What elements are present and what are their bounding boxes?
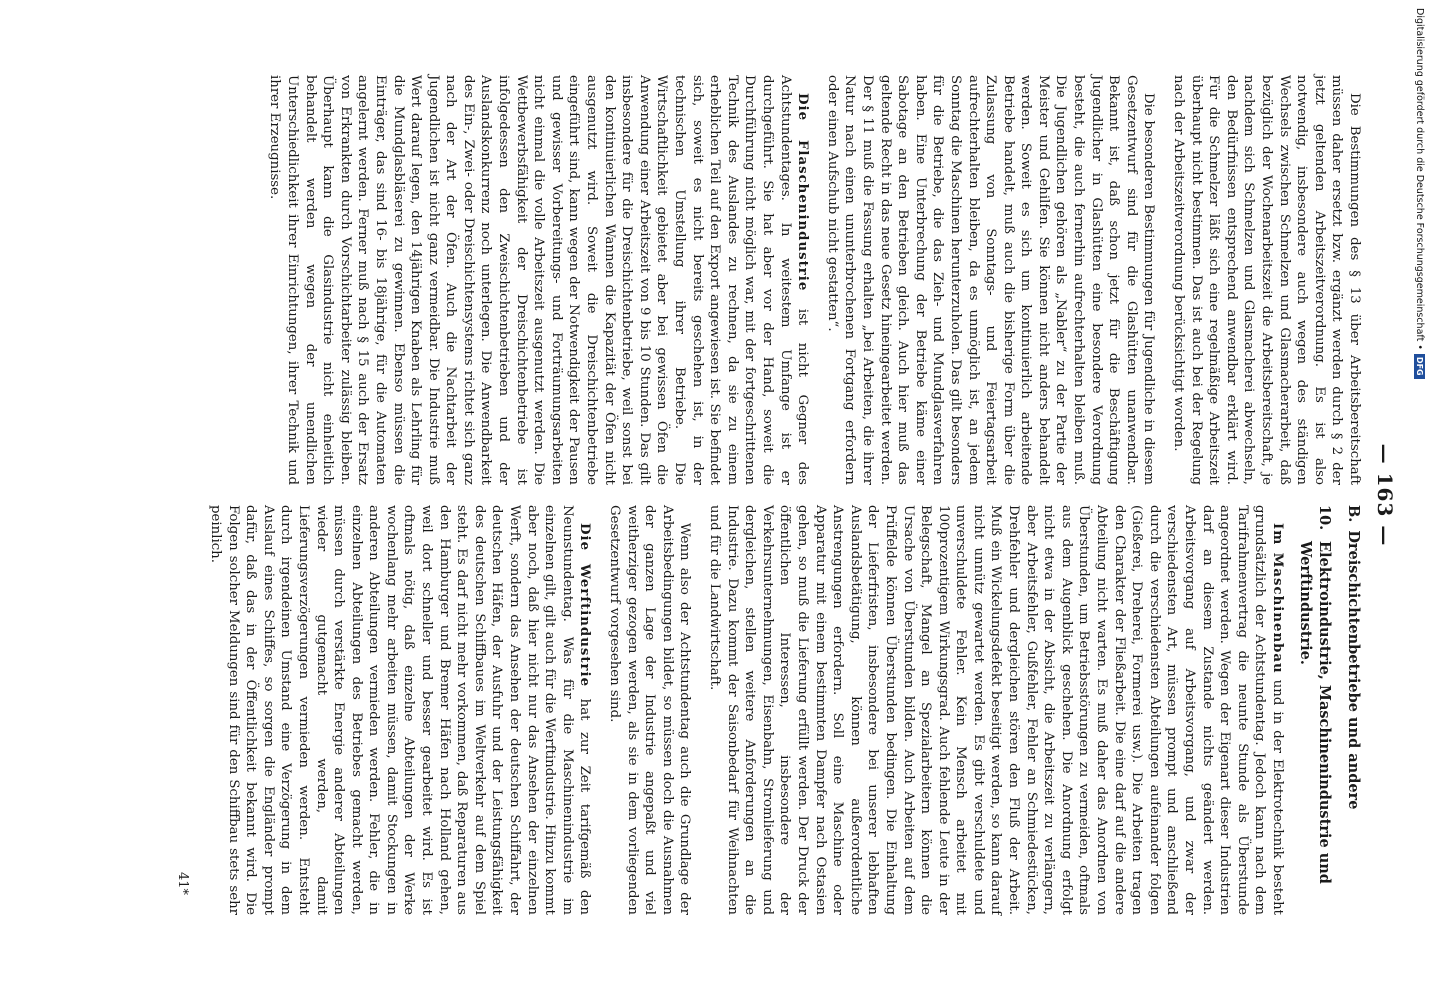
section-heading [1344, 505, 1363, 915]
paragraph-lead: Die Werftindustrie [577, 523, 593, 688]
paragraph-lead: Die Flaschenindustrie [795, 93, 811, 292]
signature-mark: 41* [175, 871, 190, 895]
credit-text: Digitalisierung gefördert durch die Deutsche Forschungsgemeinschaft • [1414, 8, 1425, 350]
paragraph-jugendliche [823, 75, 1157, 485]
page-number: — 163 — [1373, 443, 1397, 547]
subsection-number: 10. [1316, 505, 1333, 531]
dfg-logo-icon: DFG [1414, 354, 1425, 379]
paragraph-text: ist nicht Gegner des Achtstundentages. In weitestem Umfange ist er durchgeführt. Sie hat aber vor der Hand, soweit die Durchführung nicht möglich war, mit der fortgeschrittenen Technik des Auslandes zu rechnen, da sie zu einem erheblichen Teil auf den Export angewiesen ist. Sie befindet sich, soweit es nicht bereits geschehen ist, in der technischen Umstellung ihrer Betriebe. Die Wirtschaftlichkeit gebietet aber bei gewissen Öfen die Anwendung einer Arbeitszeit von 9 bis 10 Stunden. Das gilt insbesondere für die Dreischichtenbetriebe, weil sonst bei den kontinuierlichen Wannen die Kapazität der Öfen nicht ausgenutzt wird. Soweit die Dreischichtenbetriebe eingeführt sind, kann wegen der Notwendigkeit der Pausen und gewisser Vorbereitungs- und Forträumungsarbeiten nicht einmal die volle Arbeitszeit ausgenutzt werden. Die Wettbewerbsfähigkeit der Dreischichtenbetriebe ist infolgedessen den Zweischichtenbetrieben und der Auslandskonkurrenz noch unterlegen. Die Anwendbarkeit des Ein-, Zwei- oder Dreischichtensystems richtet sich ganz nach der Art der Öfen. Auch die Nachtarbeit der Jugendlichen ist nicht ganz vermeidbar. Die Industrie muß Wert darauf legen, den 14jährigen Knaben als Lehrling für die Mundglasbläserei zu gewinnen. Ebenso müssen die Einträger, das sind 16- bis 18jährige, für die Automaten angelernt werden. Ferner muß nach § 15 auch der Ersatz von Erkrankten durch Vorschichtarbeiter zulässig bleiben. Überhaupt kann die Glasindustrie nicht einheitlich behandelt werden wegen der unendlichen Unterschiedlichkeit ihrer Einrichtungen, ihrer Technik und ihrer Erzeugnisse. [267, 75, 811, 486]
paragraph-text: hat zur Zeit tarifgemäß den Neunstundentag. Was für die Maschinenindustrie im einzelnen gilt, gilt auch für die Werftindustrie. Hinzu kommt aber noch, daß hier nicht nur das Ansehen der einzelnen Werft, sondern das Ansehen der deutschen Schiffahrt, der deutschen Häfen, der Ausfuhr und der Leistungsfähigkeit des deutschen Schiffbaues im Weltverkehr auf dem Spiel steht. Es darf nicht mehr vorkommen, daß Reparaturen aus den Hamburger und Bremer Häfen nach Holland gehen, weil dort schneller und besser gearbeitet wird. Es ist oftmals nötig, daß einzelne Abteilungen der Werke wochenlang mehr arbeiten müssen, damit Stockungen in anderen Abteilungen vermieden werden. Fehler, die in einzelnen Abteilungen des Betriebes gemacht werden, müssen durch verstärkte Energie anderer Abteilungen wieder gutgemacht werden, damit Lieferungsverzögerungen vermieden werden. Entsteht durch irgendeinen Umstand eine Verzögerung in dem Auslauf eines Schiffes, so sorgen die Engländer prompt dafür, daß das in der Öffentlichkeit bekannt wird. Die Folgen solcher Meldungen sind für den Schiffbau stets sehr peinlich. [207, 505, 593, 915]
paragraph-flaschenindustrie [266, 75, 811, 485]
paragraph-maschinenbau [705, 505, 1286, 915]
paragraph-achtstundentag [605, 505, 693, 915]
subsection-heading [1296, 505, 1334, 915]
paragraph-arbeitsbereitschaft [1169, 75, 1363, 485]
section-title: Dreischichtenbetriebe und andere [1345, 530, 1362, 810]
right-column [194, 505, 1363, 915]
paragraph-werftindustrie [206, 505, 593, 915]
rotated-page [115, 55, 1415, 935]
paragraph-text: Die besonderen Bestimmungen für Jugendliche in diesem Gesetzentwurf sind für die Glashütten unanwendbar. Bekannt ist, daß schon jetzt für die Beschäftigung Jugendlicher in Glashütten eine besondere Verordnung besteht, die auch fernerhin aufrechterhalten bleiben muß. Die Jugendlichen gehören als „Nabler“ zu der Partie der Meister und Gehilfen. Sie können nicht anders behandelt werden. Soweit es sich um kontinuierlich arbeitende Betriebe handelt, muß auch die bisherige Form über die Zulassung von Sonntags- und Feiertagsarbeit aufrechterhalten bleiben, da es unmöglich ist, an jedem Sonntag die Maschinen herunterzuholen. Das gilt besonders für die Betriebe, die das Zieh- und Mundglasverfahren haben. Eine Unterbrechung der Betriebe käme einer Sabotage an den Betrieben gleich. Auch hier muß das geltende Recht in das neue Gesetz hineingearbeitet werden. Der § 11 muß die Fassung erhalten „bei Arbeiten, die ihrer Natur nach einen ununterbrochenen Fortgang erfordern oder einen Aufschub nicht gestatten“. [824, 75, 1157, 485]
paragraph-text: Die Bestimmungen des § 13 über Arbeitsbereitschaft müssen daher ersetzt bzw. ergänzt werden durch § 2 der jetzt geltenden Arbeitszeitverordnung. Es ist also notwendig, insbesondere auch wegen des ständigen Wechsels zwischen Schmelzen und Glasmacherarbeit, daß bezüglich der Wochenarbeitszeit die Arbeitsbereitschaft, je nachdem sich Schmelzen und Glasmacherei abwechseln, den Bedürfnissen entsprechend anwendbar erklärt wird. Für die Schmelzer läßt sich eine regelmäßige Arbeitszeit überhaupt nicht bestimmen. Das ist auch bei der Regelung nach der Arbeitszeitverordnung berücksichtigt worden. [1171, 75, 1362, 485]
left-column [254, 75, 1363, 485]
subsection-title: Elektroindustrie, Maschinenindustrie und Werftindustrie. [1297, 541, 1333, 884]
paragraph-text: und in der Elektrotechnik besteht grundsätzlich der Achtstundentag. Jedoch kann nach dem Tarifrahmenvertrag die neunte Stunde als Überstunde angeordnet werden. Wegen der Eigenart dieser Industrien darf an diesem Zustande nichts geändert werden. Arbeitsvorgang auf Arbeitsvorgang, und zwar der verschiedensten Art, müssen prompt und anschließend durch die verschiedensten Abteilungen aufeinander folgen (Gießerei, Dreherei, Formerei usw.). Die Arbeiten tragen den Charakter der Fließarbeit. Die eine darf auf die andere Abteilung nicht warten. Es muß daher das Anordnen von Überstunden, um Betriebsstörungen zu vermeiden, oftmals aus dem Augenblick geschehen. Die Anordnung erfolgt nicht etwa in der Absicht, die Arbeitszeit zu verlängern, aber Arbeitsfehler, Gußfehler, Fehler an Schmiedestücken, Drehfehler und dergleichen stören den Fluß der Arbeit. Muß ein Wickelungsdefekt beseitigt werden, so kann darauf nicht unnütz gewartet werden. Es gibt verschuldete und unverschuldete Fehler. Kein Mensch arbeitet mit 100prozentigem Wirkungsgrad. Auch fehlende Leute in der Belegschaft, Mangel an Spezialarbeitern können die Ursache von Überstunden bilden. Auch Arbeiten auf dem Prüffelde können Überstunden bedingen. Die Einhaltung der Lieferfristen, insbesondere bei unserer lebhaften Auslandsbetätigung, können außerordentliche Anstrengungen erfordern. Soll eine Maschine oder Apparatur mit einem bestimmten Dampfer nach Ostasien gehen, so muß die Lieferung erfüllt werden. Der Druck der öffentlichen Interessen, insbesondere der Verkehrsunternehmungen, Eisenbahn, Stromlieferung und dergleichen, stellen weitere Anforderungen an die Industrie. Dazu kommt der Saisonbedarf für Weihnachten und für die Landwirtschaft. [707, 505, 1285, 915]
paragraph-text: Wenn also der Achtstundentag auch die Grundlage der Arbeitsbedingungen bildet, so müssen doch die Ausnahmen der ganzen Lage der Industrie angepaßt und viel weitherziger gezogen werden, als sie in dem vorliegenden Gesetzentwurf vorgesehen sind. [607, 505, 693, 915]
digitization-credit [1414, 8, 1425, 379]
section-number: B. [1345, 505, 1362, 523]
paragraph-lead: Im Maschinenbau [1270, 523, 1285, 674]
